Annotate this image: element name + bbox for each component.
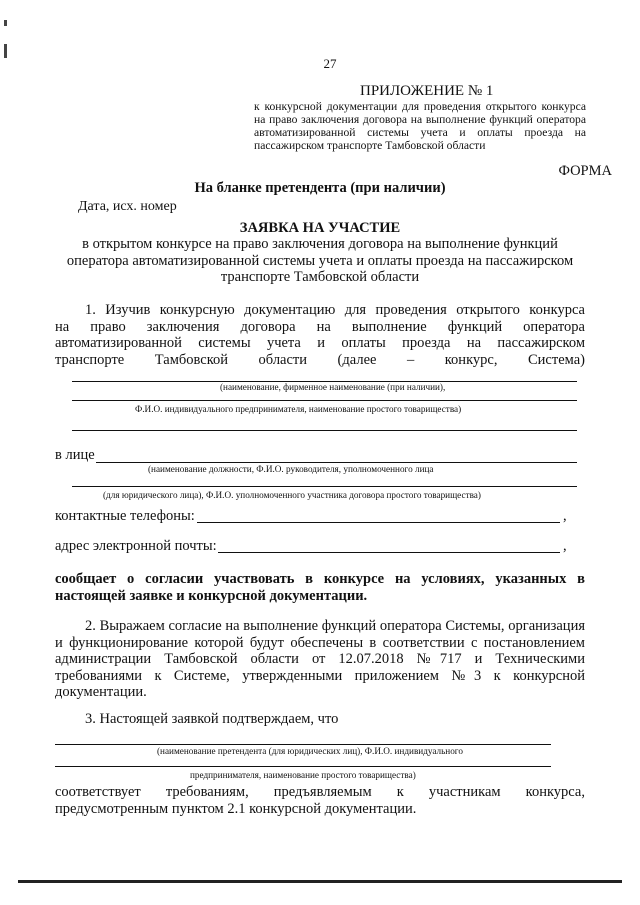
email-field[interactable] [218, 552, 560, 553]
representative-line[interactable] [96, 462, 577, 463]
phones-comma: , [563, 508, 567, 524]
representative-extra-line[interactable] [72, 486, 577, 487]
email-comma: , [563, 538, 567, 554]
section3-applicant-line[interactable] [55, 744, 551, 745]
section1-line: автоматизированной системы учета и оплаты проезда на пассажирском [55, 335, 585, 351]
date-reference: Дата, исх. номер [78, 199, 177, 214]
section2-paragraph: 2. Выражаем согласие на выполнение функций оператора Системы, организация и функционирование которой будут обеспечены в соответствии с постановлением администрации Тамбовской области от 12.07.2018 №717 и Техническими требованиями к Системе, утвержденными приложением №3 к конкурсной документации. [55, 618, 585, 700]
applicant-extra-line[interactable] [72, 430, 577, 431]
email-label: адрес электронной почты: [55, 538, 217, 554]
phones-label: контактные телефоны: [55, 508, 195, 524]
section3-intro: 3. Настоящей заявкой подтверждаем, что [85, 711, 339, 727]
section1-line: на право заключения договора на выполнение функций оператора [55, 318, 585, 335]
applicant-fio-line[interactable] [72, 400, 577, 401]
section1-line: транспорте Тамбовской области (далее – конкурс, Система) [55, 351, 585, 368]
caption-legal-entity: (для юридического лица), Ф.И.О. уполномоченного участника договора простого товарищества) [103, 490, 481, 500]
scan-edge-mark [4, 20, 7, 26]
page-number: 27 [323, 56, 337, 71]
caption-applicant-name: (наименование, фирменное наименование (при наличии), [220, 382, 446, 392]
application-subtitle: в открытом конкурсе на право заключения договора на выполнение функций оператора автоматизированной системы учета и оплаты проезда на пассажирском транспорте Тамбовской области [66, 236, 574, 285]
form-label: ФОРМА [558, 163, 612, 179]
caption-applicant-fio: Ф.И.О. индивидуального предпринимателя, наименование простого товарищества) [135, 404, 462, 414]
section3-conclusion: соответствует требованиям, предъявляемым к участникам конкурса, предусмотренным пунктом 2.1 конкурсной документации. [55, 784, 585, 817]
section3-extra-line[interactable] [55, 766, 551, 767]
application-title: ЗАЯВКА НА УЧАСТИЕ [239, 220, 401, 236]
consent-statement: сообщает о согласии участвовать в конкурсе на условиях, указанных в настоящей заявке и конкурсной документации. [55, 571, 585, 604]
caption-position: (наименование должности, Ф.И.О. руководителя, уполномоченного лица [148, 464, 434, 474]
letterhead-note: На бланке претендента (при наличии) [194, 180, 446, 196]
bottom-scan-border [18, 880, 622, 883]
section1-paragraph [55, 302, 585, 368]
appendix-title: ПРИЛОЖЕНИЕ № 1 [360, 83, 494, 99]
caption-section3-applicant: (наименование претендента (для юридических лиц), Ф.И.О. индивидуального [157, 746, 463, 756]
phones-field[interactable] [197, 522, 560, 523]
caption-section3-entrepreneur: предпринимателя, наименование простого товарищества) [190, 770, 416, 780]
appendix-description: к конкурсной документации для проведения открытого конкурса на право заключения договора на выполнение функций оператора автоматизированной системы учета и оплаты проезда на пассажирском транспорте Тамбовской области [254, 100, 586, 152]
section1-line: 1. Изучив конкурсную документацию для проведения открытого конкурса [85, 302, 585, 318]
in-person-label: в лице [55, 447, 95, 463]
